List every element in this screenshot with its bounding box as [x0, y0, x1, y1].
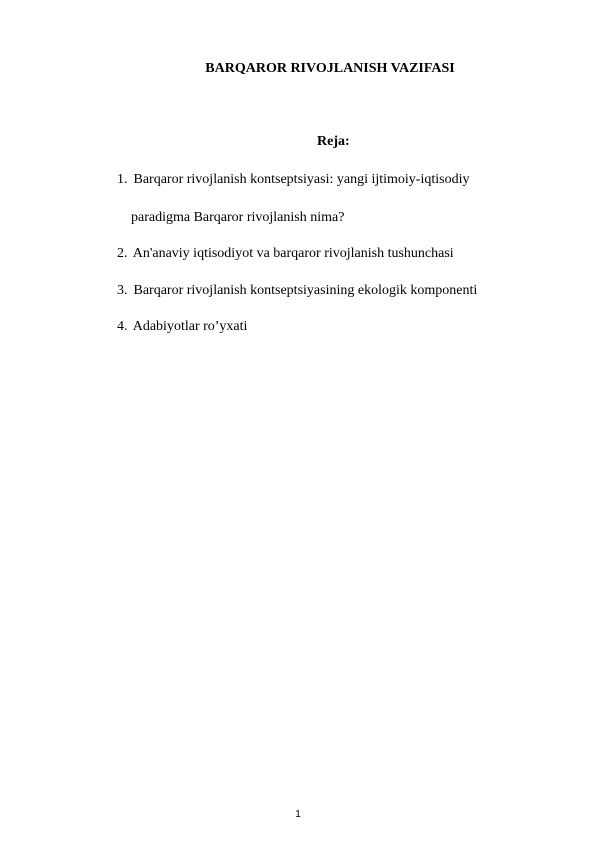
- plan-item-number: 4.: [117, 319, 128, 334]
- page-number: 1: [295, 809, 301, 820]
- plan-item-2: [117, 245, 454, 263]
- plan-item-4: [117, 318, 247, 336]
- plan-item-1-continuation: paradigma Barqaror rivojlanish nima?: [131, 210, 345, 225]
- plan-item-3: [117, 282, 477, 300]
- plan-heading: Reja:: [317, 134, 350, 149]
- plan-item-text: Barqaror rivojlanish kontseptsiyasi: yangi ijtimoiy-iqtisodiy: [133, 172, 470, 187]
- plan-item-number: 3.: [117, 283, 128, 298]
- document-title: BARQAROR RIVOJLANISH VAZIFASI: [205, 61, 455, 76]
- plan-item-number: 1.: [117, 172, 128, 187]
- plan-item-text: An'anaviy iqtisodiyot va barqaror rivojlanish tushunchasi: [132, 246, 454, 261]
- plan-item-number: 2.: [117, 246, 128, 261]
- plan-item-1: [117, 171, 469, 189]
- plan-item-text: Barqaror rivojlanish kontseptsiyasining ekologik komponenti: [133, 283, 478, 298]
- plan-item-text: Adabiyotlar ro’yxati: [132, 319, 248, 334]
